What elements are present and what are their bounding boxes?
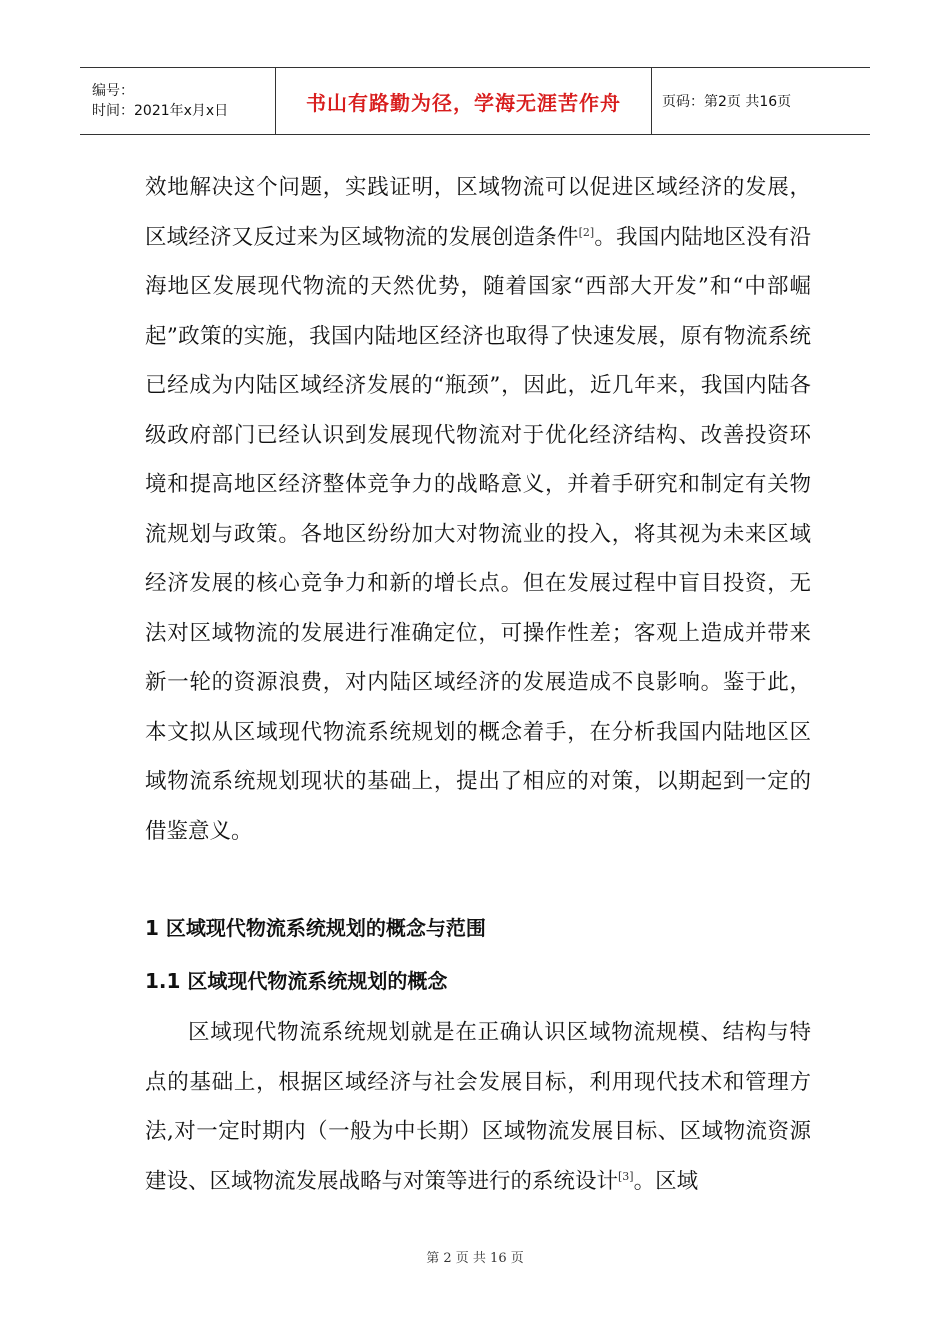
- header-page-info: 页码：第2页 共16页: [662, 94, 792, 110]
- section-heading-1: 1 区域现代物流系统规划的概念与范围: [145, 916, 486, 940]
- citation-3: [3]: [618, 1169, 634, 1183]
- paragraph-2-part-2: 。区域: [633, 1168, 699, 1194]
- page-footer: 第 2 页 共 16 页: [426, 1251, 524, 1266]
- section-heading-1-1: 1.1 区域现代物流系统规划的概念: [145, 969, 448, 993]
- document-number: 编号：: [92, 83, 134, 99]
- paragraph-text: [145, 1008, 811, 1206]
- header-page-info-cell: [652, 68, 870, 134]
- document-date: 时间：2021年x月x日: [92, 103, 229, 119]
- body-paragraph-2: [145, 1008, 811, 1206]
- paragraph-2-part-1: 区域现代物流系统规划就是在正确认识区域物流规模、结构与特点的基础上，根据区域经济与社会发展目标，利用现代技术和管理方法,对一定时期内（一般为中长期）区域物流发展目标、区域物流资源建设、区域物流发展战略与对策等进行的系统设计: [145, 1020, 811, 1194]
- paragraph-1-part-1: 效地解决这个问题，实践证明，区域物流可以促进区域经济的发展，区域经济又反过来为区域物流的发展创造条件: [145, 175, 811, 250]
- header-motto-cell: [276, 68, 652, 134]
- header-meta: [80, 68, 276, 134]
- paragraph-1-part-2: 。我国内陆地区没有沿海地区发展现代物流的天然优势，随着国家“西部大开发”和“中部崛起”政策的实施，我国内陆地区经济也取得了快速发展，原有物流系统已经成为内陆区域经济发展的“瓶颈”，因此，近几年来，我国内陆各级政府部门已经认识到发展现代物流对于优化经济结构、改善投资环境和提高地区经济整体竞争力的战略意义，并着手研究和制定有关物流规划与政策。各地区纷纷加大对物流业的投入，将其视为未来区域经济发展的核心竞争力和新的增长点。但在发展过程中盲目投资，无法对区域物流的发展进行准确定位，可操作性差；客观上造成并带来新一轮的资源浪费，对内陆区域经济的发展造成不良影响。鉴于此，本文拟从区域现代物流系统规划的概念着手，在分析我国内陆地区区域物流系统规划现状的基础上，提出了相应的对策，以期起到一定的借鉴意义。: [145, 224, 811, 844]
- citation-2: [2]: [578, 225, 595, 239]
- header-motto: 书山有路勤为径，学海无涯苦作舟: [306, 90, 621, 115]
- paragraph-text: [145, 163, 811, 856]
- body-paragraph-1: [145, 163, 811, 856]
- page-header: [80, 67, 870, 135]
